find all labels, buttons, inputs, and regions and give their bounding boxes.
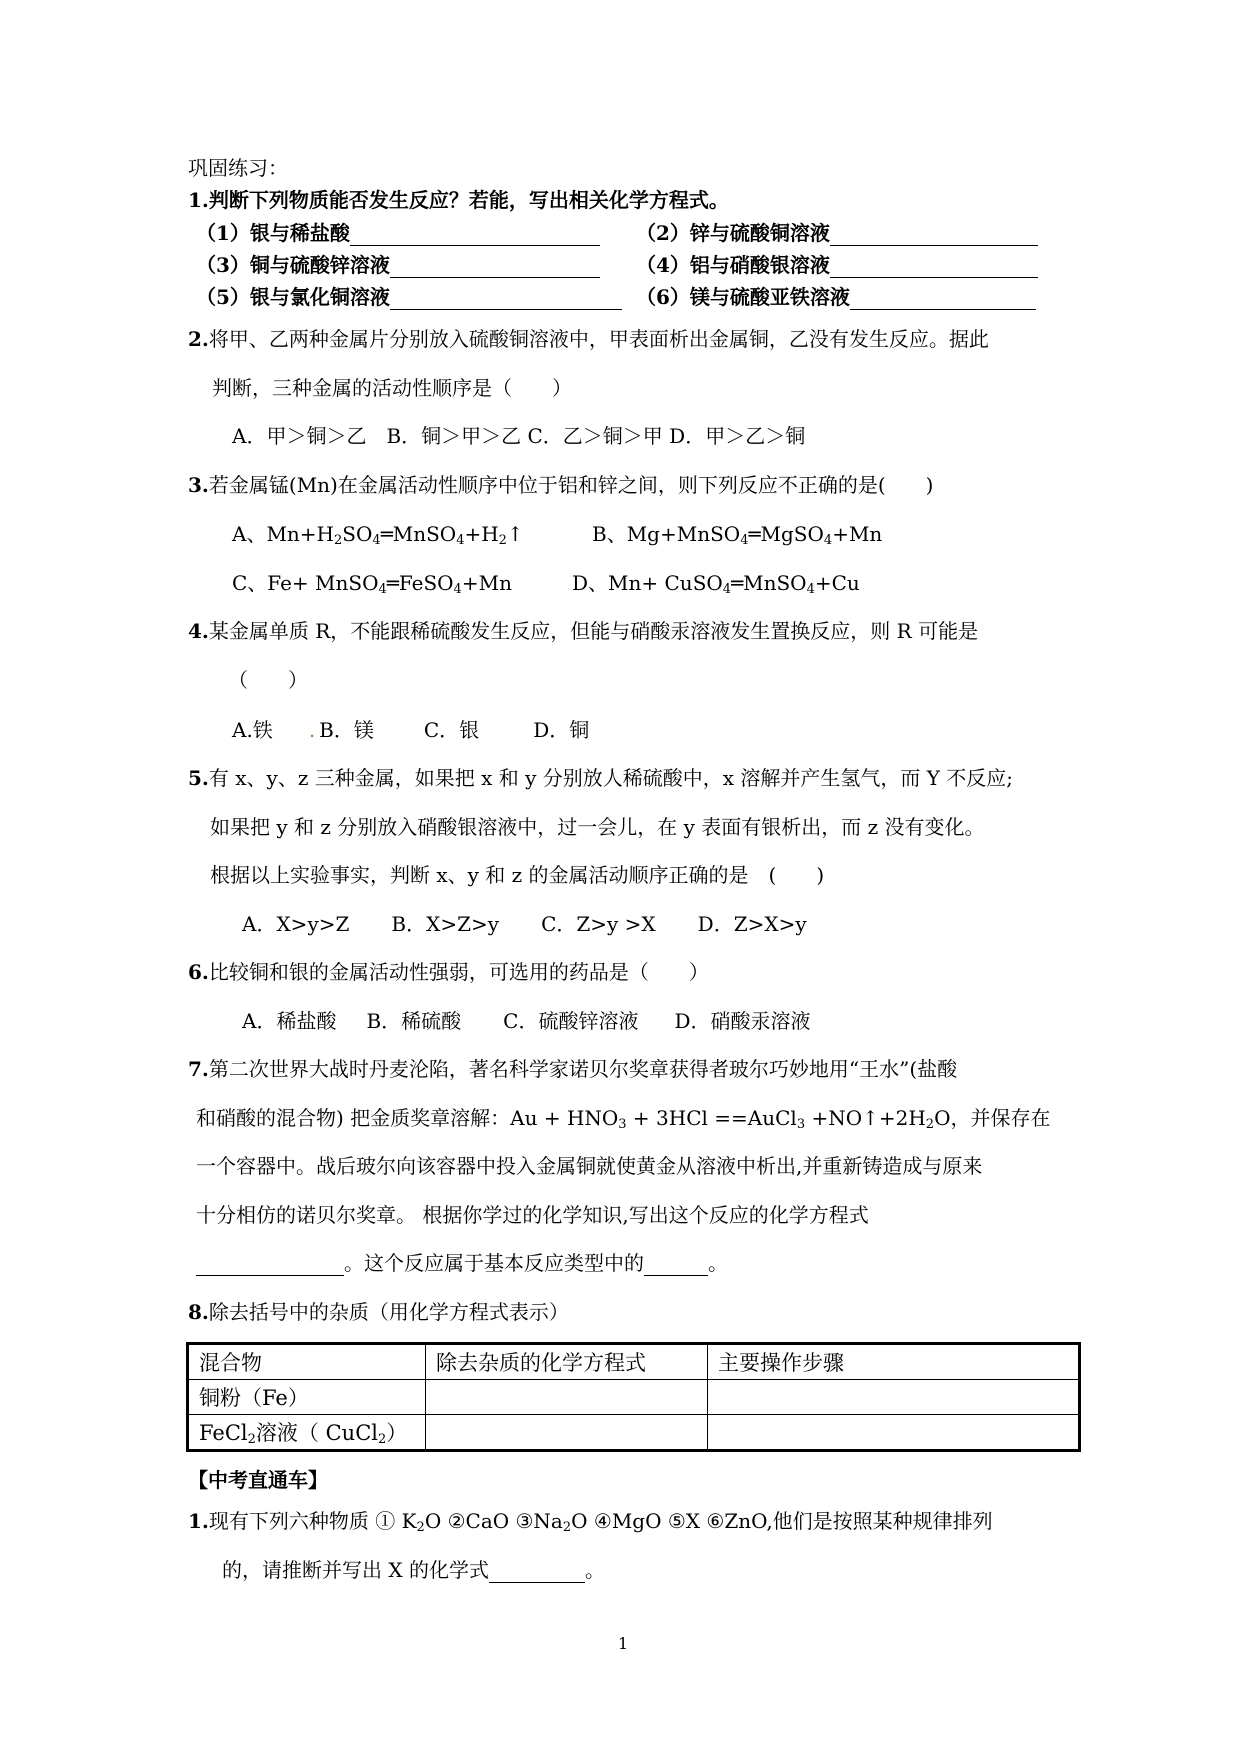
s2-q1-number: 1. — [188, 1509, 209, 1533]
answer-blank[interactable] — [830, 257, 1038, 278]
q4-option-a: A.铁 — [232, 718, 273, 742]
table-header: 除去杂质的化学方程式 — [426, 1344, 708, 1380]
q4-paren: （ ） — [228, 668, 308, 692]
q5-option-b: B．X>Z>y — [391, 912, 500, 936]
answer-blank[interactable] — [196, 1255, 344, 1276]
table-header: 主要操作步骤 — [708, 1344, 1080, 1380]
q2-options: A．甲＞铜＞乙 B．铜＞甲＞乙 C．乙＞铜＞甲 D．甲＞乙＞铜 — [232, 424, 806, 448]
q5-line-3: 根据以上实验事实，判断 x、y 和 z 的金属活动顺序正确的是 ( ) — [210, 863, 825, 887]
table-cell-blank[interactable] — [426, 1415, 708, 1451]
q5-line-1: 5.有 x、y、z 三种金属，如果把 x 和 y 分别放人稀硫酸中，x 溶解并产生氢气，而 Y 不反应; — [188, 766, 1014, 790]
answer-blank[interactable] — [489, 1562, 585, 1583]
q7-number: 7. — [188, 1057, 209, 1081]
q4-number: 4. — [188, 619, 209, 643]
answer-blank[interactable] — [350, 225, 600, 246]
table-row — [188, 1415, 1080, 1451]
q6-option-c: C．硫酸锌溶液 — [503, 1009, 639, 1033]
q4-option-d: D．铜 — [533, 718, 590, 742]
table-cell-blank[interactable] — [426, 1380, 708, 1415]
q6-option-b: B．稀硫酸 — [366, 1009, 462, 1033]
table-cell: 铜粉（Fe） — [188, 1380, 426, 1415]
answer-blank[interactable] — [850, 289, 1036, 310]
q2-line-2: 判断，三种金属的活动性顺序是（ ） — [212, 376, 572, 400]
q5-option-a: A．X>y>Z — [242, 912, 350, 936]
q8-number: 8. — [188, 1300, 209, 1324]
q6-number: 6. — [188, 960, 209, 984]
q4-option-b: B．镁 — [319, 718, 374, 742]
q7-line-3: 一个容器中。战后玻尔向该容器中投入金属铜就使黄金从溶液中析出,并重新铸造成与原来 — [196, 1154, 983, 1178]
q6-prompt: 6.比较铜和银的金属活动性强弱，可选用的药品是（ ） — [188, 960, 709, 984]
table-cell-blank[interactable] — [708, 1380, 1080, 1415]
s2-q1-line-1: 1.现有下列六种物质 ① $K_2O$ ②CaO $③Na_2O$ ④MgO ⑤X ⑥ZnO,他们是按照某种规律排列 — [188, 1509, 993, 1535]
q3-prompt: 3.若金属锰(Mn)在金属活动性顺序中位于铝和锌之间，则下列反应不正确的是( ) — [188, 473, 934, 497]
q1-text: 判断下列物质能否发生反应？若能，写出相关化学方程式。 — [208, 188, 729, 212]
q4-prompt: 4.某金属单质 R，不能跟稀硫酸发生反应，但能与硝酸汞溶液发生置换反应，则 R 可能是 — [188, 619, 979, 643]
q1-item-2: （2）锌与硫酸铜溶液 — [636, 220, 1038, 246]
s2-q1-line-2: 的，请推断并写出 X 的化学式 。 — [222, 1558, 605, 1582]
q1-item-3: （3）铜与硫酸锌溶液 — [196, 252, 600, 278]
q5-option-d: D．Z>X>y — [697, 912, 807, 936]
table-cell-blank[interactable] — [708, 1415, 1080, 1451]
impurity-table — [186, 1342, 1081, 1452]
stray-dot: . — [308, 718, 316, 742]
q4-options — [232, 717, 589, 743]
q4-option-c: C．银 — [423, 718, 480, 742]
q1-item-1: （1）银与稀盐酸 — [196, 220, 600, 246]
answer-blank[interactable] — [830, 225, 1038, 246]
q7-line-5: 。这个反应属于基本反应类型中的 。 — [196, 1250, 728, 1276]
q5-line-2: 如果把 y 和 z 分别放入硝酸银溶液中，过一会儿，在 y 表面有银析出，而 z 没有变化。 — [210, 815, 985, 839]
q1-item-6: （6）镁与硫酸亚铁溶液 — [636, 284, 1036, 310]
page-number: 1 — [618, 1634, 629, 1653]
q5-options — [242, 911, 807, 937]
q1-item-5: （5）银与氯化铜溶液 — [196, 284, 622, 310]
q6-options — [242, 1008, 811, 1034]
answer-blank[interactable] — [390, 289, 622, 310]
q2-line-1: 2.将甲、乙两种金属片分别放入硫酸铜溶液中，甲表面析出金属铜，乙没有发生反应。据此 — [188, 327, 989, 351]
q7-line-1: 7.第二次世界大战时丹麦沦陷，著名科学家诺贝尔奖章获得者玻尔巧妙地用“王水”(盐酸 — [188, 1057, 958, 1081]
q6-option-a: A．稀盐酸 — [242, 1009, 337, 1033]
table-header: 混合物 — [188, 1344, 426, 1380]
answer-blank[interactable] — [644, 1255, 708, 1276]
q3-number: 3. — [188, 473, 209, 497]
q3-option-c: C、Fe+ MnSO$_4$═FeSO$_4$+Mn — [232, 571, 512, 597]
answer-blank[interactable] — [390, 257, 600, 278]
q7-line-4: 十分相仿的诺贝尔奖章。 根据你学过的化学知识,写出这个反应的化学方程式 — [196, 1203, 869, 1227]
q5-option-c: C．Z>y >X — [541, 912, 656, 936]
q3-option-d: D、Mn+ CuSO$_4$═MnSO$_4$+Cu — [572, 571, 860, 597]
q3-option-a: A、$Mn+H_2SO_4═MnSO_4+H_2↑$ — [232, 522, 524, 548]
q1-number: 1. — [188, 188, 209, 212]
q2-number: 2. — [188, 327, 209, 351]
q8-prompt: 8.除去括号中的杂质（用化学方程式表示） — [188, 1300, 569, 1324]
table-header-row — [188, 1344, 1080, 1380]
section-title: 【中考直通车】 — [188, 1468, 328, 1492]
q1-item-4: （4）铝与硝酸银溶液 — [636, 252, 1038, 278]
q7-line-2: 和硝酸的混合物) 把金质奖章溶解：$Au + HNO_3 + 3HCl$ ==AuCl$_3$ $+NO↑+2H_2O$，并保存在 — [196, 1106, 1051, 1132]
q1-prompt — [188, 187, 729, 213]
table-row — [188, 1380, 1080, 1415]
table-cell: FeCl$_2$溶液（ CuCl$_2$） — [188, 1415, 426, 1451]
q6-option-d: D．硝酸汞溶液 — [674, 1009, 811, 1033]
q3-option-b: B、Mg+MnSO$_4$═MgSO$_4$+Mn — [592, 522, 883, 548]
q5-number: 5. — [188, 766, 209, 790]
section-heading: 巩固练习： — [188, 156, 288, 180]
